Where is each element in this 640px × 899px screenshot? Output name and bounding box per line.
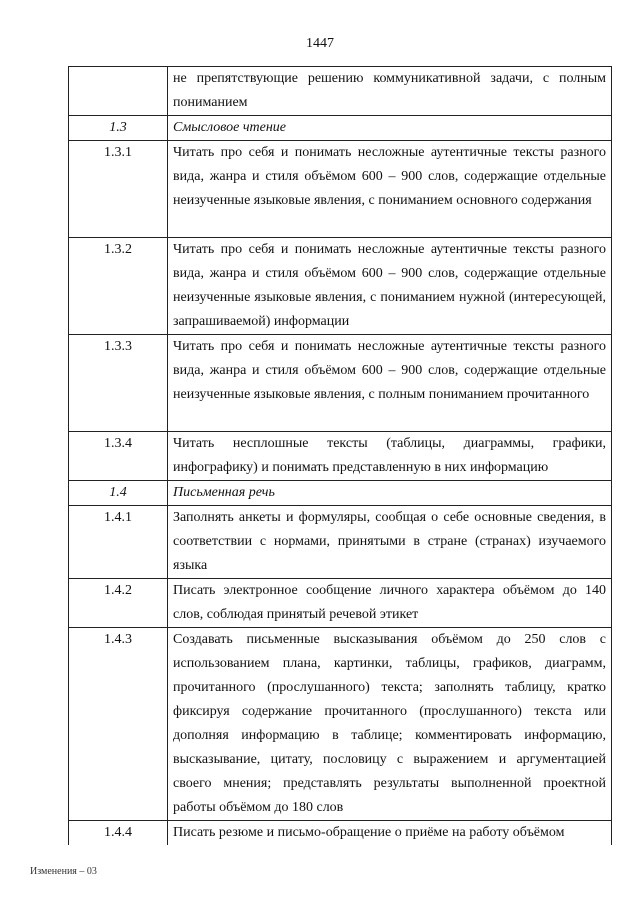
table-row [69,141,612,238]
row-text: Читать про себя и понимать несложные аутентичные тексты разного вида, жанра и стиля объёмом 600 – 900 слов, содержащие отдельные неизученные языковые явления, с полным пониманием прочитанного [168,335,612,432]
table-row [69,67,612,116]
row-number: 1.4.1 [69,506,168,579]
section-row [69,481,612,506]
footer-note: Изменения – 03 [30,866,97,877]
table-row [69,506,612,579]
section-title: Письменная речь [168,481,612,506]
row-text: Заполнять анкеты и формуляры, сообщая о себе основные сведения, в соответствии с нормами, принятыми в стране (странах) изучаемого языка [168,506,612,579]
table-row [69,335,612,432]
row-number: 1.4.3 [69,628,168,821]
table-row [69,579,612,628]
table-row [69,432,612,481]
row-text: Читать несплошные тексты (таблицы, диаграммы, графики, инфографику) и понимать представленную в них информацию [168,432,612,481]
section-number: 1.4 [69,481,168,506]
row-text: Создавать письменные высказывания объёмом до 250 слов с использованием плана, картинки, таблицы, графиков, диаграмм, прочитанного (прослушанного) текста; заполнять таблицу, кратко фиксируя содержание прочитанного (прослушанного) текста или дополняя информацию в таблице; комментировать информацию, высказывание, цитату, пословицу с выражением и аргументацией своего мнения; представлять результаты выполненной проектной работы объёмом до 180 слов [168,628,612,821]
row-number: 1.3.4 [69,432,168,481]
row-number: 1.3.2 [69,238,168,335]
requirements-table [68,66,612,845]
row-number [69,67,168,116]
row-text: не препятствующие решению коммуникативной задачи, с полным пониманием [168,67,612,116]
row-number: 1.4.4 [69,821,168,846]
table-row [69,238,612,335]
row-number: 1.3.3 [69,335,168,432]
row-number: 1.4.2 [69,579,168,628]
row-text: Читать про себя и понимать несложные аутентичные тексты разного вида, жанра и стиля объёмом 600 – 900 слов, содержащие отдельные неизученные языковые явления, с пониманием нужной (интересующей, запрашиваемой) информации [168,238,612,335]
row-text: Читать про себя и понимать несложные аутентичные тексты разного вида, жанра и стиля объёмом 600 – 900 слов, содержащие отдельные неизученные языковые явления, с пониманием основного содержания [168,141,612,238]
section-row [69,116,612,141]
row-text: Писать резюме и письмо-обращение о приёме на работу объёмом [168,821,612,846]
row-number: 1.3.1 [69,141,168,238]
row-text: Писать электронное сообщение личного характера объёмом до 140 слов, соблюдая принятый речевой этикет [168,579,612,628]
page-number: 1447 [306,36,334,51]
table-row [69,628,612,821]
section-number: 1.3 [69,116,168,141]
section-title: Смысловое чтение [168,116,612,141]
table-row [69,821,612,846]
